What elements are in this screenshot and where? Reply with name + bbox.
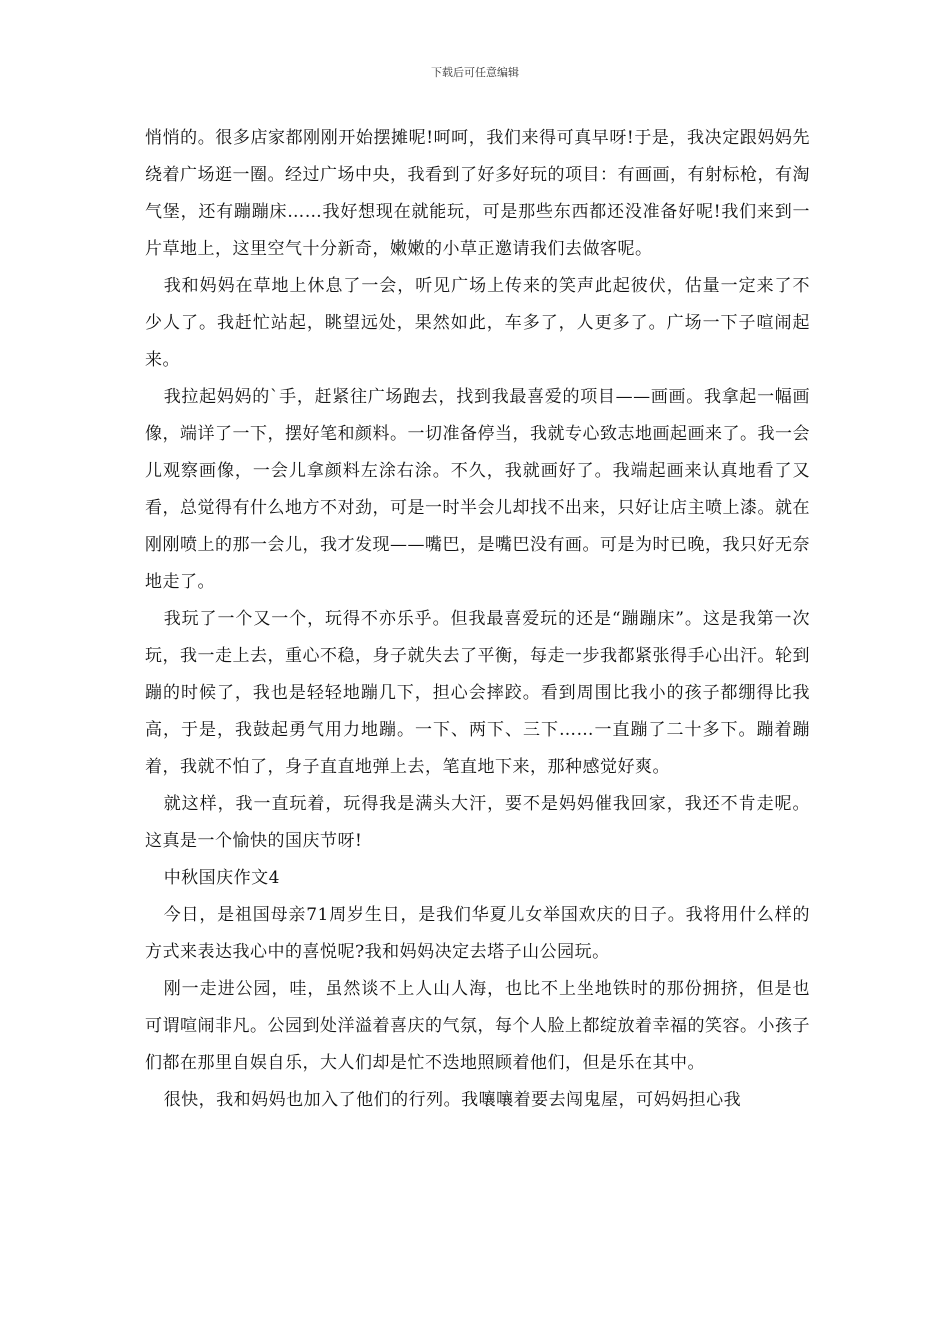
paragraph: 我玩了一个又一个，玩得不亦乐乎。但我最喜爱玩的还是“蹦蹦床”。这是我第一次玩，我一走上去，重心不稳，身子就失去了平衡，每走一步我都紧张得手心出汗。轮到蹦的时候了，我也是轻轻地蹦几下，担心会摔跤。看到周围比我小的孩子都绷得比我高，于是，我鼓起勇气用力地蹦。一下、两下、三下……一直蹦了二十多下。蹦着蹦着，我就不怕了，身子直直地弹上去，笔直地下来，那种感觉好爽。 [145,609,810,777]
paragraph: 我和妈妈在草地上休息了一会，听见广场上传来的笑声此起彼伏，估量一定来了不少人了。我赶忙站起，眺望远处，果然如此，车多了，人更多了。广场一下子喧闹起来。 [145,276,810,370]
section-heading: 中秋国庆作文4 [163,868,281,888]
article-body [145,120,810,1119]
paragraph: 刚一走进公园，哇，虽然谈不上人山人海，也比不上坐地铁时的那份拥挤，但是也可谓喧闹非凡。公园到处洋溢着喜庆的气氛，每个人脸上都绽放着幸福的笑容。小孩子们都在那里自娱自乐，大人们却是忙不迭地照顾着他们，但是乐在其中。 [145,979,810,1073]
paragraph: 很快，我和妈妈也加入了他们的行列。我嚷嚷着要去闯鬼屋，可妈妈担心我 [163,1090,742,1110]
paragraph: 我拉起妈妈的`手，赶紧往广场跑去，找到我最喜爱的项目——画画。我拿起一幅画像，端详了一下，摆好笔和颜料。一切准备停当，我就专心致志地画起画来了。我一会儿观察画像，一会儿拿颜料左涂右涂。不久，我就画好了。我端起画来认真地看了又看，总觉得有什么地方不对劲，可是一时半会儿却找不出来，只好让店主喷上漆。就在刚刚喷上的那一会儿，我才发现——嘴巴，是嘴巴没有画。可是为时已晚，我只好无奈地走了。 [145,387,810,592]
paragraph: 今日，是祖国母亲71周岁生日，是我们华夏儿女举国欢庆的日子。我将用什么样的方式来表达我心中的喜悦呢?我和妈妈决定去塔子山公园玩。 [145,905,810,962]
paragraph: 就这样，我一直玩着，玩得我是满头大汗，要不是妈妈催我回家，我还不肯走呢。这真是一个愉快的国庆节呀! [145,794,810,851]
page-header-note: 下载后可任意编辑 [431,66,519,79]
paragraph: 悄悄的。很多店家都刚刚开始摆摊呢!呵呵，我们来得可真早呀!于是，我决定跟妈妈先绕着广场逛一圈。经过广场中央，我看到了好多好玩的项目：有画画，有射标枪，有淘气堡，还有蹦蹦床……我好想现在就能玩，可是那些东西都还没准备好呢!我们来到一片草地上，这里空气十分新奇，嫩嫩的小草正邀请我们去做客呢。 [145,128,810,259]
